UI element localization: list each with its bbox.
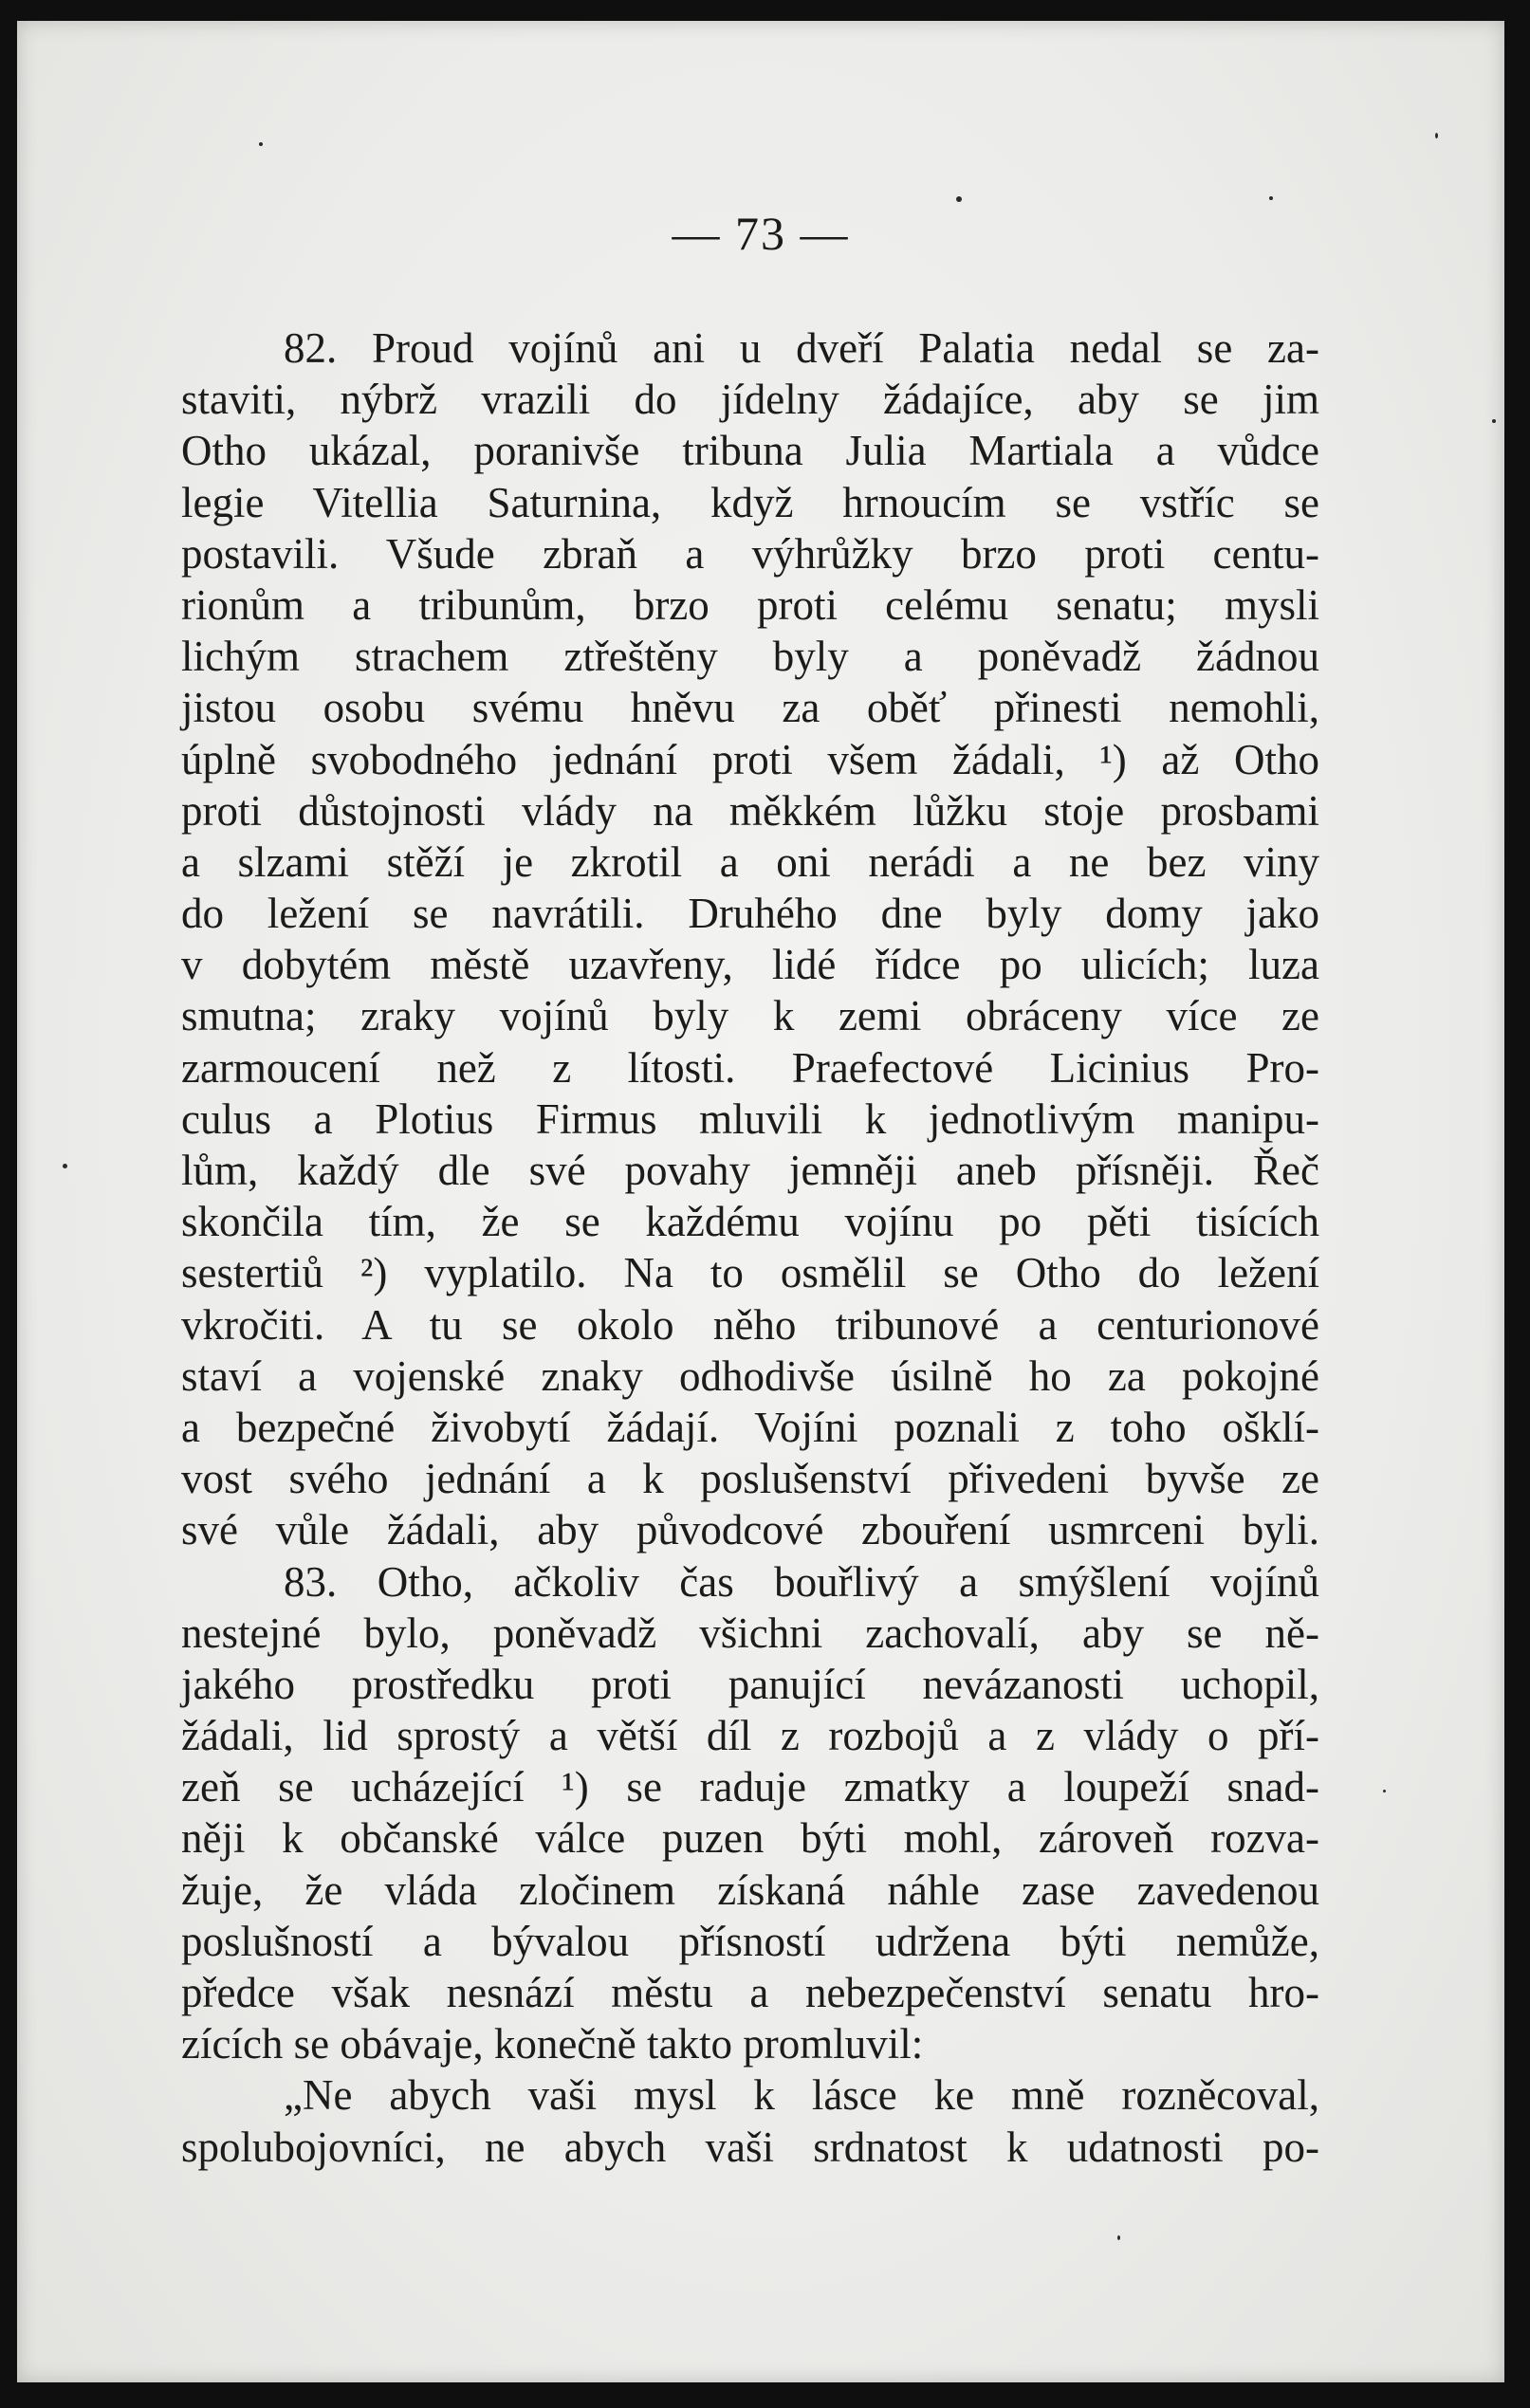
page-number: — 73 — — [672, 207, 850, 260]
paper-speck — [1492, 419, 1496, 423]
text-line: skončila tím, že se každému vojínu po pěti tisících — [181, 1198, 1319, 1246]
text-line: postavili. Všude zbraň a výhrůžky brzo proti centu- — [181, 529, 1319, 578]
text-line: sestertiů ²) vyplatilo. Na to osmělil se Otho do ležení — [181, 1249, 1319, 1297]
text-line: staví a vojenské znaky odhodivše úsilně ho za pokojné — [181, 1351, 1319, 1400]
text-line: vkročiti. A tu se okolo něho tribunové a centurionové — [181, 1300, 1319, 1349]
text-line: smutna; zraky vojínů byly k zemi obráceny více ze — [181, 992, 1319, 1040]
text-line: Otho ukázal, poranivše tribuna Julia Martiala a vůdce — [181, 427, 1319, 475]
text-line: jakého prostředku proti panující nevázanosti uchopil, — [181, 1660, 1319, 1708]
text-line: žádali, lid sprostý a větší díl z rozbojů a z vlády o pří- — [181, 1712, 1319, 1760]
paper-speck — [1269, 196, 1273, 200]
text-line: culus a Plotius Firmus mluvili k jednotlivým manipu- — [181, 1094, 1319, 1143]
text-line: předce však nesnází městu a nebezpečenství senatu hro- — [181, 1969, 1319, 2016]
text-line: něji k občanské válce puzen býti mohl, zároveň rozva- — [181, 1814, 1319, 1863]
paper-speck — [1117, 2235, 1120, 2240]
text-line: úplně svobodného jednání proti všem žádali, ¹) až Otho — [181, 735, 1319, 783]
text-line: poslušností a bývalou přísností udržena býti nemůže, — [181, 1917, 1319, 1965]
text-line: 82. Proud vojínů ani u dveří Palatia nedal se za- — [284, 324, 1319, 372]
text-line: a bezpečné živobytí žádají. Vojíni poznali z toho ošklí- — [181, 1403, 1319, 1451]
text-line: legie Vitellia Saturnina, když hrnoucím se vstříc se — [181, 478, 1319, 526]
text-line: „Ne abych vaši mysl k lásce ke mně rozněcoval, — [284, 2071, 1319, 2120]
text-line: 83. Otho, ačkoliv čas bouřlivý a smýšlení vojínů — [284, 1557, 1319, 1606]
text-line: lichým strachem ztřeštěny byly a poněvadž žádnou — [181, 633, 1319, 681]
paper-speck — [63, 1164, 67, 1168]
text-line: do ležení se navrátili. Druhého dne byly domy jako — [181, 890, 1319, 938]
text-line: vost svého jednání a k poslušenství přivedeni byvše ze — [181, 1455, 1319, 1503]
paper-speck — [956, 196, 962, 202]
text-line: proti důstojnosti vlády na měkkém lůžku stoje prosbami — [181, 786, 1319, 835]
text-line: staviti, nýbrž vrazili do jídelny žádajíce, aby se jim — [181, 376, 1319, 424]
paper-speck — [1435, 133, 1438, 138]
text-line: zících se obávaje, konečně takto promluvil: — [181, 2020, 924, 2068]
text-line: zeň se ucházející ¹) se raduje zmatky a loupeží snad- — [181, 1763, 1319, 1811]
text-line: rionům a tribunům, brzo proti celému senatu; mysli — [181, 580, 1319, 629]
paper-speck — [259, 142, 263, 146]
text-line: jistou osobu svému hněvu za oběť přinesti nemohli, — [181, 684, 1319, 732]
paper-speck — [1383, 1790, 1386, 1792]
text-line: spolubojovníci, ne abych vaši srdnatost k udatnosti po- — [181, 2123, 1319, 2171]
page-body-text — [181, 322, 1319, 2173]
text-line: své vůle žádali, aby původcové zbouření usmrceni byli. — [181, 1506, 1319, 1554]
text-line: žuje, že vláda zločinem získaná náhle zase zavedenou — [181, 1866, 1319, 1914]
text-line: zarmoucení než z lítosti. Praefectové Licinius Pro- — [181, 1043, 1319, 1092]
text-line: nestejné bylo, poněvadž všichni zachovalí, aby se ně- — [181, 1608, 1319, 1657]
text-line: a slzami stěží je zkrotil a oni nerádi a ne bez viny — [181, 837, 1319, 886]
book-page — [17, 21, 1504, 2382]
text-line: v dobytém městě uzavřeny, lidé řídce po ulicích; luza — [181, 941, 1319, 989]
text-line: lům, každý dle své povahy jemněji aneb přísněji. Řeč — [181, 1147, 1319, 1194]
